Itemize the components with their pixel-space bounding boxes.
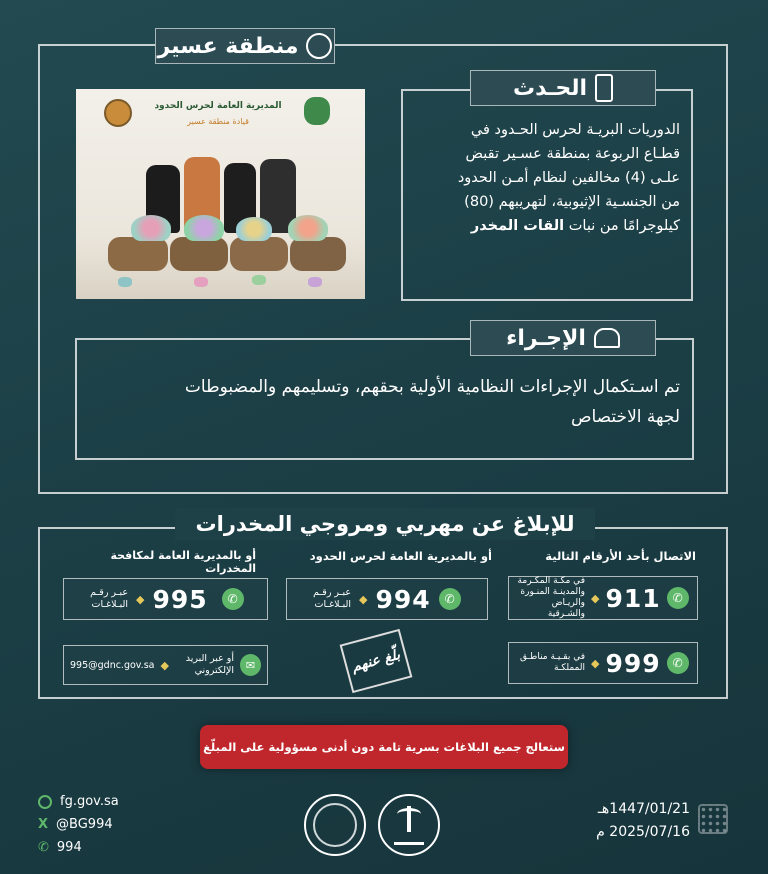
region-tag [155,28,335,64]
bundle [118,277,132,287]
website-row[interactable] [38,790,188,813]
phone-icon[interactable]: ✆ [439,588,461,610]
event-text [408,118,680,238]
bundle [308,277,322,287]
magnifier-map-icon [306,33,332,59]
footer-links [38,790,188,859]
event-line: الدوريات البريـة لحرس الحـدود في [470,122,680,138]
report-title: للإبلاغ عن مهربي ومروجي المخدرات [175,508,595,540]
col-left-header: أو بالمديرية العامة لمكافحة المخدرات [110,549,256,575]
card-995-text: عبـر رقـم البـلاغـات [90,587,128,610]
date-hijri: 1447/01/21هـ [597,801,690,817]
arrow-icon: ◆ [160,658,169,672]
card-999-text: في بقـيـة مناطـق المملكـة [520,652,585,673]
national-emblem [378,794,440,856]
number-994: 994 [375,584,431,614]
palm-swords-icon [394,806,424,845]
arrow-icon: ◆ [591,591,600,605]
phone-small-icon: ✆ [38,840,49,855]
card-911-text: في مكـة المكـرمة والمدينـة المنـورة والريـاض والشـرقية [517,576,585,619]
arrow-icon: ◆ [359,592,368,606]
event-highlight: القات المخدر [470,218,565,234]
action-line: تم اسـتكمال الإجراءات النظامية الأولية بحقهم، وتسليمهم والمضبوطات [184,377,680,397]
event-line-last: كيلوجرامًا من نبات القات المخدر [470,218,680,234]
stamp-text: بلّغ عنهم [350,646,402,676]
arrow-icon: ◆ [136,592,145,606]
email-address[interactable]: 995@gdnc.gov.sa [70,659,155,671]
mail-icon[interactable]: ✉ [240,654,261,676]
seizure-photo [76,89,365,299]
notice-text: ستعالج جميع البلاغات بسرية تامة دون أدنى مسؤولية على المبلّغ [203,740,565,754]
bundles [236,217,272,241]
bundles [184,215,224,241]
col-mid-header: أو بالمديرية العامة لحرس الحدود [309,549,492,563]
card-email-text: أو عبر البريد الإلكتروني [185,653,235,676]
card-994-text: عبـر رقـم البـلاغـات [313,587,351,610]
x-handle[interactable]: @BG994 [56,817,113,832]
card-995[interactable] [63,578,268,620]
col-right-header: الاتصال بأحد الأرقام التالية [545,549,696,563]
card-911[interactable] [508,576,698,620]
bundle [194,277,208,287]
website[interactable]: fg.gov.sa [60,794,119,809]
arrow-icon: ◆ [591,656,600,670]
card-999[interactable] [508,642,698,684]
bundle [252,275,266,285]
photo-banner-subtitle: قيادة منطقة عسير [187,117,249,126]
border-guard-emblem [304,794,366,856]
photo-logo-left [104,99,132,127]
number-911: 911 [605,583,661,613]
emblem-inner [313,803,357,847]
sack [108,237,168,271]
alarm-light-icon [594,328,620,348]
event-title: الحـدث [513,75,587,101]
sack [290,237,346,271]
event-line: علـى (4) مخالفين لنظام أمـن الحدود [457,170,680,186]
action-line: لجهة الاختصاص [570,407,680,427]
phone-icon[interactable]: ✆ [667,587,689,609]
phone-device-icon [595,74,613,102]
event-tag [470,70,656,106]
globe-icon [38,795,52,809]
photo-banner-title: المديرية العامة لحرس الحدود [154,101,282,111]
region-title: منطقة عسير [157,33,299,59]
date-greg: 2025/07/16 م [596,824,690,840]
bundles [288,215,328,241]
card-email[interactable] [63,645,268,685]
event-line: قطـاع الربوعة بمنطقة عسـير تقبض [465,146,680,162]
footer-phone[interactable]: 994 [56,840,82,855]
action-text [88,372,680,432]
number-995: 995 [152,584,208,614]
phone-icon[interactable]: ✆ [222,588,244,610]
calendar-icon [698,804,728,834]
bundles [131,215,171,241]
action-tag [470,320,656,356]
x-icon: X [38,817,49,832]
photo-logo-right [304,97,330,125]
card-994[interactable] [286,578,488,620]
event-line: من الجنسـية الإثيوبية، لتهريبهم (80) [464,194,680,210]
action-title: الإجـراء [506,325,586,351]
sack [170,237,228,271]
confidentiality-notice [200,725,568,769]
phone-icon[interactable]: ✆ [667,652,689,674]
x-row[interactable] [38,813,188,836]
number-999: 999 [605,648,661,678]
phone-row[interactable] [38,836,188,859]
sack [230,237,288,271]
